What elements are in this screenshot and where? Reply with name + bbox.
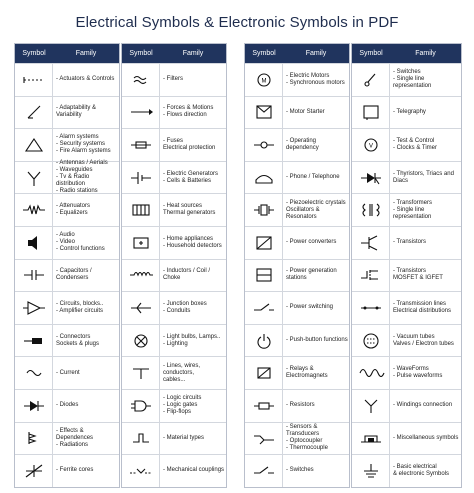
table-row (122, 454, 226, 487)
heater-icon (122, 194, 160, 226)
table-row (15, 226, 119, 259)
ground-icon (352, 455, 390, 487)
family-label: - Phone / Telephone (286, 174, 340, 181)
table-row (122, 96, 226, 129)
table-row (122, 389, 226, 422)
symbol-table-4 (351, 43, 462, 488)
table-row (122, 226, 226, 259)
table-row (122, 63, 226, 96)
generator-cell-icon (122, 162, 160, 194)
antenna-icon (15, 162, 53, 194)
transformer-icon (352, 194, 390, 226)
table-header (245, 44, 349, 63)
home-appliance-icon (122, 227, 160, 259)
family-label: - Light bulbs, Lamps.. - Lighting (163, 333, 221, 347)
family-label: - Switches - Single line representation (393, 69, 432, 90)
page-title: Electrical Symbols & Electronic Symbols in PDF (75, 14, 399, 31)
table-row (15, 422, 119, 455)
family-label: - Capacitors / Condensers (56, 268, 92, 282)
table-header (122, 44, 226, 63)
piezo-crystal-icon (245, 194, 283, 226)
table-row (15, 193, 119, 226)
table-row (352, 96, 461, 129)
family-label: - Push-button functions (286, 337, 348, 344)
arrow-right-icon (122, 97, 160, 129)
family-label: - Transistors (393, 239, 427, 246)
family-label: - Miscellaneous symbols (393, 434, 459, 441)
lines-wires-icon (122, 357, 160, 389)
transistor-icon (352, 227, 390, 259)
table-row (352, 193, 461, 226)
family-label: - Electric Motors - Synchronous motors (286, 72, 345, 86)
table-row (122, 356, 226, 389)
table-row (245, 226, 349, 259)
junction-box-icon (122, 292, 160, 324)
family-label: - Audio - Video - Control functions (56, 232, 105, 253)
telegraphy-icon (352, 97, 390, 129)
table-row (122, 422, 226, 455)
dashed-line-icon (15, 64, 53, 96)
table-row (245, 356, 349, 389)
family-label: - Vacuum tubes Valves / Electron tubes (393, 333, 454, 347)
table-row (245, 324, 349, 357)
table-row (122, 291, 226, 324)
table-row (15, 454, 119, 487)
family-label: - Motor Starter (286, 108, 325, 115)
ac-current-icon (15, 357, 53, 389)
family-label: - Transistors MOSFET & IGFET (393, 268, 443, 282)
table-row (15, 161, 119, 194)
sensor-icon (245, 423, 283, 455)
table-row (245, 63, 349, 96)
triangle-alarm-icon (15, 129, 53, 161)
table-row (122, 259, 226, 292)
family-label: - Operating dependency (286, 137, 319, 151)
table-row (352, 291, 461, 324)
family-label: - Basic electrical & electronic Symbols (393, 463, 450, 477)
table-row (245, 389, 349, 422)
symbol-column-header: Symbol (359, 50, 383, 57)
table-row (352, 422, 461, 455)
family-label: - Power generation stations (286, 268, 337, 282)
family-label: - Junction boxes - Conduits (163, 300, 207, 314)
thyristor-icon (352, 162, 390, 194)
transmission-line-icon (352, 292, 390, 324)
table-row (122, 193, 226, 226)
family-label: - Power converters (286, 239, 337, 246)
table-row (352, 259, 461, 292)
family-label: - Ferrite cores (56, 467, 94, 474)
family-label: - Transformers - Single line representation (393, 199, 433, 220)
family-label: - Attenuators - Equalizers (56, 203, 91, 217)
ferrite-core-icon (15, 455, 53, 487)
table-row (352, 454, 461, 487)
mosfet-icon (352, 260, 390, 292)
family-label: - Sensors & Transducers - Optocoupler - Thermocouple (286, 424, 328, 452)
vacuum-tube-icon (352, 325, 390, 357)
family-label: - Adaptability & Variability (56, 105, 97, 119)
switch-icon (245, 455, 283, 487)
table-row (352, 356, 461, 389)
table-row (15, 259, 119, 292)
table-row (245, 193, 349, 226)
family-label: - Test & Control - Clocks & Timer (393, 137, 438, 151)
telephone-icon (245, 162, 283, 194)
table-row (245, 161, 349, 194)
family-label: - Fuses Electrical protection (163, 137, 216, 151)
family-label: - Electric Generators - Cells & Batteries (163, 170, 219, 184)
family-label: - Forces & Motions - Flows direction (163, 105, 214, 119)
table-row (245, 128, 349, 161)
test-clock-icon (352, 129, 390, 161)
family-label: - Switches (286, 467, 314, 474)
connector-icon (15, 325, 53, 357)
table-row (245, 291, 349, 324)
symbol-table-2 (121, 43, 227, 488)
svg-text:M: M (261, 78, 266, 85)
family-label: - Relays & Electromagnets (286, 366, 328, 380)
family-label: - Current (56, 369, 80, 376)
capacitor-icon (15, 260, 53, 292)
table-header (15, 44, 119, 63)
table-row (122, 128, 226, 161)
attenuator-icon (15, 194, 53, 226)
table-row (15, 324, 119, 357)
resistor-icon (245, 390, 283, 422)
table-row (352, 63, 461, 96)
family-label: - Inductors / Coil / Choke (163, 268, 211, 282)
family-label: - Lines, wires, conductors, cables... (163, 362, 201, 383)
family-label: - Home appliances - Household detectors (163, 235, 222, 249)
family-label: - Logic circuits - Logic gates - Flip-flops (163, 395, 202, 416)
family-label: - Diodes (56, 402, 79, 409)
family-label: - Circuits, blocks.. - Amplifier circuits (56, 300, 104, 314)
symbol-column-header: Symbol (22, 50, 46, 57)
speaker-icon (15, 227, 53, 259)
table-row (122, 161, 226, 194)
inductor-icon (122, 260, 160, 292)
table-row (352, 389, 461, 422)
relay-icon (245, 357, 283, 389)
table-header (352, 44, 461, 63)
motor-starter-icon (245, 97, 283, 129)
amplifier-icon (15, 292, 53, 324)
table-row (15, 128, 119, 161)
family-label: - Antennas / Aerials - Waveguides - Tv & Radio distribution - Radio stations (56, 160, 108, 195)
table-row (245, 422, 349, 455)
svg-text:V: V (368, 143, 373, 150)
table-row (352, 128, 461, 161)
waveform-icon (352, 357, 390, 389)
family-label: - Power switching (286, 304, 334, 311)
symbol-table-1 (14, 43, 120, 488)
effects-icon (15, 423, 53, 455)
logic-gate-icon (122, 390, 160, 422)
power-converter-icon (245, 227, 283, 259)
family-label: - Piezoelectric crystals Oscillators & Resonators (286, 199, 346, 220)
family-column-header: Family (305, 50, 327, 57)
family-column-header: Family (75, 50, 97, 57)
symbol-column-header: Symbol (129, 50, 153, 57)
table-row (15, 63, 119, 96)
table-row (15, 356, 119, 389)
push-button-icon (245, 325, 283, 357)
table-row (245, 96, 349, 129)
table-row (352, 161, 461, 194)
family-label: - Connectors Sockets & plugs (56, 333, 100, 347)
filter-icon (122, 64, 160, 96)
single-line-switch-icon (352, 64, 390, 96)
family-label: - Actuators & Controls (56, 76, 115, 83)
table-row (352, 226, 461, 259)
operating-dependency-icon (245, 129, 283, 161)
symbol-column-header: Symbol (252, 50, 276, 57)
table-row (245, 454, 349, 487)
family-label: - Windings connection (393, 402, 453, 409)
table-row (15, 389, 119, 422)
family-label: - Mechanical couplings (163, 467, 225, 474)
misc-symbol-icon (352, 423, 390, 455)
pencil-tool-icon (15, 97, 53, 129)
family-label: - Alarm systems - Security systems - Fire Alarm systems (56, 134, 111, 155)
table-row (122, 324, 226, 357)
family-label: - Resistors (286, 402, 315, 409)
symbol-table-3 (244, 43, 350, 488)
family-label: - WaveForms - Pulse waveforms (393, 366, 443, 380)
family-label: - Filters (163, 76, 183, 83)
family-column-header: Family (182, 50, 204, 57)
winding-connection-icon (352, 390, 390, 422)
fuse-icon (122, 129, 160, 161)
diode-icon (15, 390, 53, 422)
family-label: - Telegraphy (393, 108, 426, 115)
power-station-icon (245, 260, 283, 292)
table-row (352, 324, 461, 357)
table-row (245, 259, 349, 292)
light-bulb-icon (122, 325, 160, 357)
power-switch-icon (245, 292, 283, 324)
mechanical-coupling-icon (122, 455, 160, 487)
family-label: - Thyristors, Triacs and Diacs (393, 170, 454, 184)
table-row (15, 96, 119, 129)
material-type-icon (122, 423, 160, 455)
family-label: - Material types (163, 434, 205, 441)
family-label: - Effects & Dependences - Radiations (56, 427, 94, 448)
motor-icon (245, 64, 283, 96)
family-column-header: Family (415, 50, 436, 57)
table-row (15, 291, 119, 324)
family-label: - Transmission lines Electrical distributions (393, 300, 452, 314)
family-label: - Heat sources Thermal generators (163, 203, 216, 217)
